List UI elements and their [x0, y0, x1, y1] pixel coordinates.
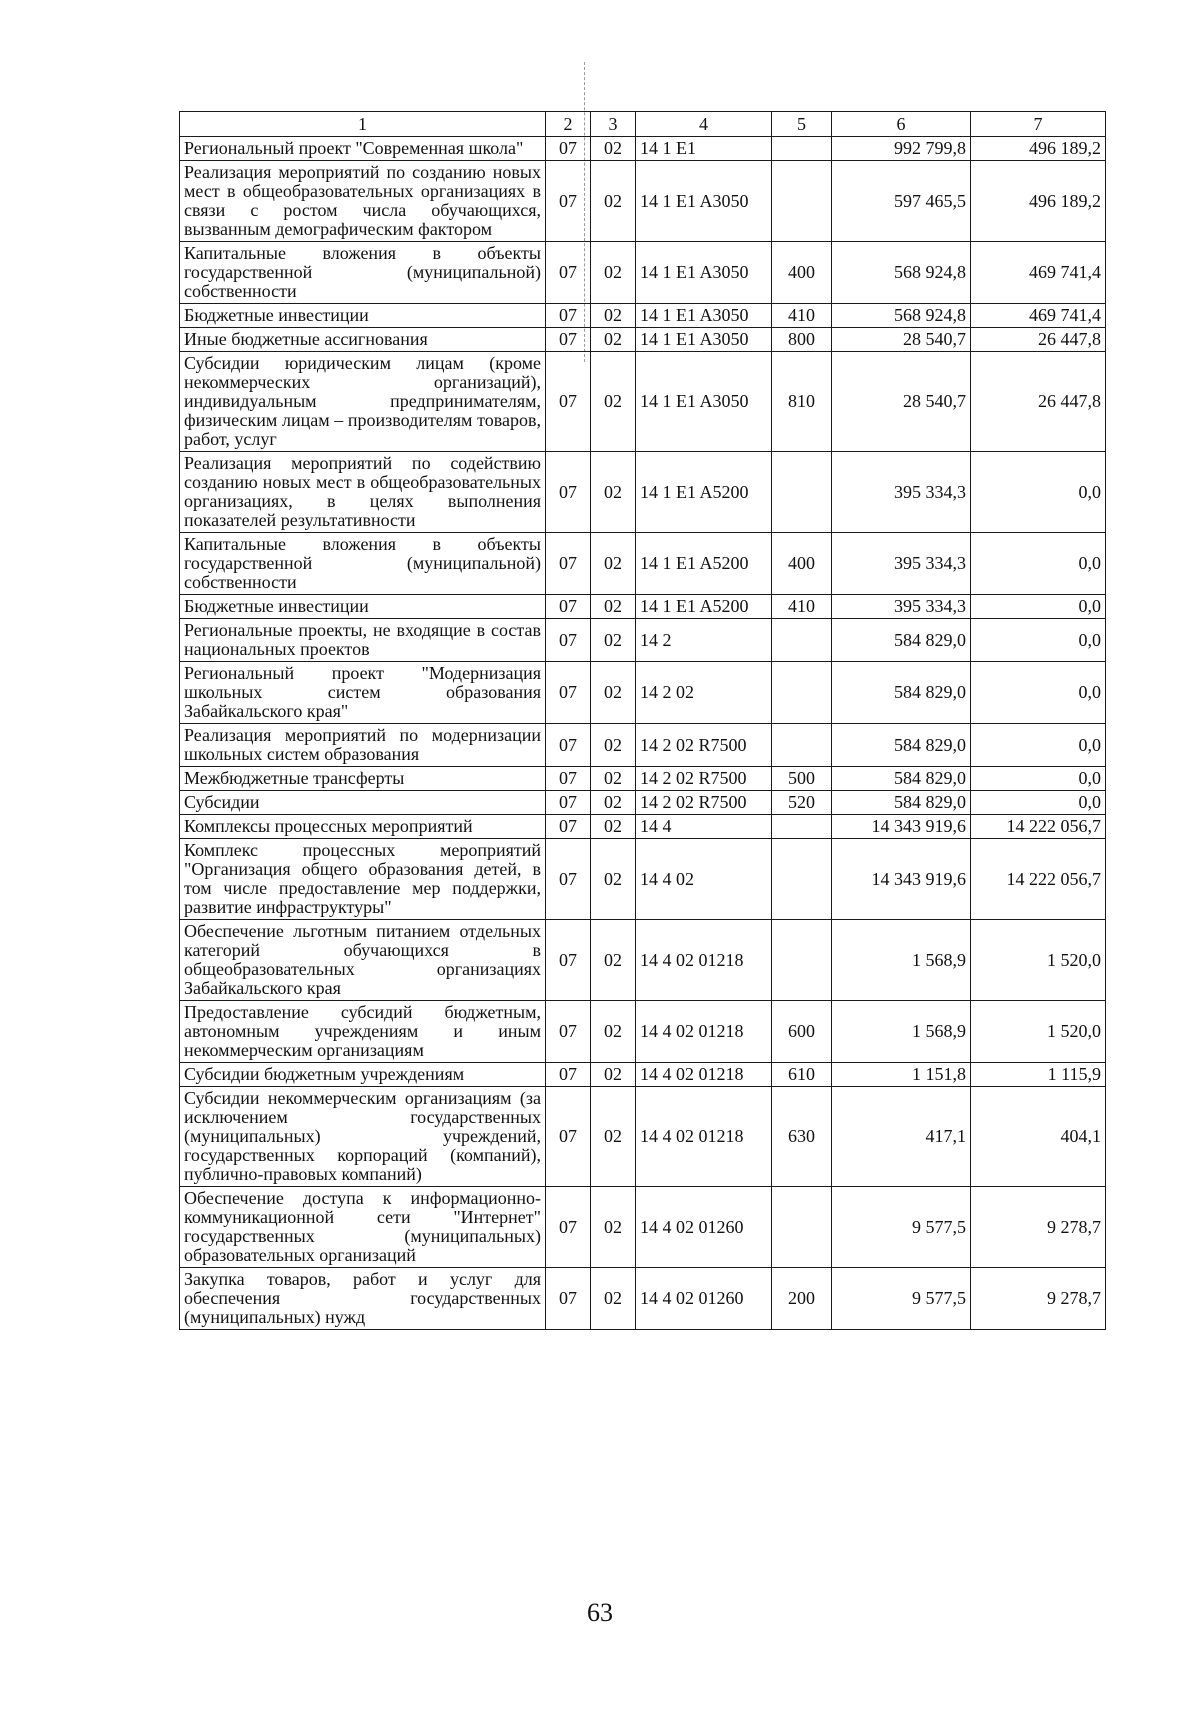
row-amount-1-cell: 992 799,8	[832, 137, 971, 161]
row-subsection-cell: 02	[591, 767, 636, 791]
row-amount-2-cell: 469 741,4	[971, 242, 1106, 304]
row-subsection-cell: 02	[591, 619, 636, 662]
row-amount-1-cell: 1 568,9	[832, 1001, 971, 1063]
header-row	[180, 112, 1106, 137]
row-expense-type-cell: 800	[772, 328, 832, 352]
row-amount-1-cell: 395 334,3	[832, 533, 971, 595]
row-subsection-cell: 02	[591, 595, 636, 619]
row-amount-1-cell: 395 334,3	[832, 452, 971, 533]
row-amount-2-cell: 0,0	[971, 724, 1106, 767]
row-name-cell: Региональные проекты, не входящие в состав национальных проектов	[180, 619, 546, 662]
row-section-cell: 07	[546, 161, 591, 242]
row-expense-type-cell	[772, 724, 832, 767]
table-row	[180, 1187, 1106, 1268]
row-target-code-cell: 14 4 02 01218	[636, 1063, 772, 1087]
table-row	[180, 791, 1106, 815]
row-amount-2-cell: 496 189,2	[971, 137, 1106, 161]
row-amount-1-cell: 584 829,0	[832, 767, 971, 791]
row-name-cell: Субсидии	[180, 791, 546, 815]
row-amount-2-cell: 404,1	[971, 1087, 1106, 1187]
table-row	[180, 920, 1106, 1001]
row-section-cell: 07	[546, 1268, 591, 1330]
row-name-cell: Закупка товаров, работ и услуг для обеспечения государственных (муниципальных) нужд	[180, 1268, 546, 1330]
row-amount-2-cell: 1 115,9	[971, 1063, 1106, 1087]
table-row	[180, 533, 1106, 595]
row-expense-type-cell	[772, 137, 832, 161]
row-section-cell: 07	[546, 619, 591, 662]
row-subsection-cell: 02	[591, 839, 636, 920]
row-name-cell: Комплекс процессных мероприятий "Организация общего образования детей, в том числе предоставление мер поддержки, развитие инфраструктуры"	[180, 839, 546, 920]
row-expense-type-cell: 400	[772, 533, 832, 595]
row-target-code-cell: 14 1 E1 A3050	[636, 161, 772, 242]
row-target-code-cell: 14 4 02	[636, 839, 772, 920]
row-name-cell: Региональный проект "Современная школа"	[180, 137, 546, 161]
table-row	[180, 137, 1106, 161]
row-section-cell: 07	[546, 815, 591, 839]
row-amount-1-cell: 28 540,7	[832, 328, 971, 352]
row-amount-2-cell: 469 741,4	[971, 304, 1106, 328]
row-subsection-cell: 02	[591, 533, 636, 595]
row-target-code-cell: 14 1 E1 A3050	[636, 328, 772, 352]
row-target-code-cell: 14 2 02 R7500	[636, 724, 772, 767]
row-subsection-cell: 02	[591, 1087, 636, 1187]
row-section-cell: 07	[546, 304, 591, 328]
row-target-code-cell: 14 2 02 R7500	[636, 767, 772, 791]
row-target-code-cell: 14 4 02 01260	[636, 1268, 772, 1330]
row-expense-type-cell: 600	[772, 1001, 832, 1063]
row-section-cell: 07	[546, 1063, 591, 1087]
row-expense-type-cell: 610	[772, 1063, 832, 1087]
table-row	[180, 839, 1106, 920]
table-row	[180, 242, 1106, 304]
row-name-cell: Субсидии бюджетным учреждениям	[180, 1063, 546, 1087]
row-expense-type-cell: 400	[772, 242, 832, 304]
row-section-cell: 07	[546, 1187, 591, 1268]
row-name-cell: Субсидии юридическим лицам (кроме некоммерческих организаций), индивидуальным предпринимателям, физическим лицам – производителям товаров, работ, услуг	[180, 352, 546, 452]
row-name-cell: Бюджетные инвестиции	[180, 595, 546, 619]
row-section-cell: 07	[546, 767, 591, 791]
row-section-cell: 07	[546, 595, 591, 619]
row-section-cell: 07	[546, 1001, 591, 1063]
row-subsection-cell: 02	[591, 1001, 636, 1063]
row-amount-1-cell: 14 343 919,6	[832, 815, 971, 839]
table-row	[180, 767, 1106, 791]
table-header	[180, 112, 1106, 137]
row-name-cell: Комплексы процессных мероприятий	[180, 815, 546, 839]
row-target-code-cell: 14 2	[636, 619, 772, 662]
row-target-code-cell: 14 4	[636, 815, 772, 839]
row-name-cell: Обеспечение льготным питанием отдельных категорий обучающихся в общеобразовательных организациях Забайкальского края	[180, 920, 546, 1001]
row-section-cell: 07	[546, 328, 591, 352]
row-subsection-cell: 02	[591, 304, 636, 328]
table-row	[180, 595, 1106, 619]
row-target-code-cell: 14 2 02 R7500	[636, 791, 772, 815]
row-expense-type-cell	[772, 662, 832, 724]
row-name-cell: Иные бюджетные ассигнования	[180, 328, 546, 352]
table-row	[180, 1087, 1106, 1187]
row-expense-type-cell: 410	[772, 595, 832, 619]
row-target-code-cell: 14 1 E1 A3050	[636, 242, 772, 304]
row-target-code-cell: 14 1 E1 A3050	[636, 304, 772, 328]
row-amount-1-cell: 9 577,5	[832, 1268, 971, 1330]
row-amount-1-cell: 584 829,0	[832, 662, 971, 724]
row-amount-2-cell: 0,0	[971, 791, 1106, 815]
row-expense-type-cell: 630	[772, 1087, 832, 1187]
row-subsection-cell: 02	[591, 662, 636, 724]
row-subsection-cell: 02	[591, 724, 636, 767]
row-name-cell: Межбюджетные трансферты	[180, 767, 546, 791]
row-target-code-cell: 14 4 02 01218	[636, 1001, 772, 1063]
row-subsection-cell: 02	[591, 161, 636, 242]
row-subsection-cell: 02	[591, 328, 636, 352]
row-expense-type-cell	[772, 920, 832, 1001]
row-amount-2-cell: 14 222 056,7	[971, 839, 1106, 920]
row-section-cell: 07	[546, 452, 591, 533]
row-target-code-cell: 14 1 E1	[636, 137, 772, 161]
row-section-cell: 07	[546, 791, 591, 815]
table-row	[180, 662, 1106, 724]
row-section-cell: 07	[546, 352, 591, 452]
table-row	[180, 304, 1106, 328]
page-number: 63	[587, 1598, 613, 1627]
row-subsection-cell: 02	[591, 815, 636, 839]
row-amount-1-cell: 395 334,3	[832, 595, 971, 619]
row-subsection-cell: 02	[591, 791, 636, 815]
table-row	[180, 161, 1106, 242]
row-name-cell: Бюджетные инвестиции	[180, 304, 546, 328]
table-row	[180, 328, 1106, 352]
row-subsection-cell: 02	[591, 1187, 636, 1268]
row-section-cell: 07	[546, 242, 591, 304]
row-amount-2-cell: 1 520,0	[971, 1001, 1106, 1063]
table-body	[180, 137, 1106, 1330]
row-expense-type-cell	[772, 452, 832, 533]
row-subsection-cell: 02	[591, 137, 636, 161]
row-section-cell: 07	[546, 533, 591, 595]
row-amount-1-cell: 568 924,8	[832, 304, 971, 328]
row-amount-2-cell: 0,0	[971, 533, 1106, 595]
table-row	[180, 1063, 1106, 1087]
header-col-4: 4	[636, 112, 772, 137]
row-amount-2-cell: 0,0	[971, 595, 1106, 619]
header-col-5: 5	[772, 112, 832, 137]
header-col-6: 6	[832, 112, 971, 137]
row-amount-2-cell: 26 447,8	[971, 328, 1106, 352]
row-amount-2-cell: 1 520,0	[971, 920, 1106, 1001]
row-expense-type-cell: 410	[772, 304, 832, 328]
row-target-code-cell: 14 1 E1 A5200	[636, 595, 772, 619]
row-target-code-cell: 14 4 02 01260	[636, 1187, 772, 1268]
row-section-cell: 07	[546, 839, 591, 920]
row-name-cell: Реализация мероприятий по созданию новых мест в общеобразовательных организациях в связи с ростом числа обучающихся, вызванным демографическим фактором	[180, 161, 546, 242]
row-target-code-cell: 14 1 E1 A3050	[636, 352, 772, 452]
row-expense-type-cell	[772, 619, 832, 662]
row-amount-2-cell: 14 222 056,7	[971, 815, 1106, 839]
header-col-2: 2	[546, 112, 591, 137]
row-expense-type-cell: 520	[772, 791, 832, 815]
row-subsection-cell: 02	[591, 1268, 636, 1330]
row-target-code-cell: 14 1 E1 A5200	[636, 533, 772, 595]
row-section-cell: 07	[546, 724, 591, 767]
row-expense-type-cell	[772, 161, 832, 242]
header-col-1: 1	[180, 112, 546, 137]
row-name-cell: Региональный проект "Модернизация школьных систем образования Забайкальского края"	[180, 662, 546, 724]
row-name-cell: Обеспечение доступа к информационно-коммуникационной сети "Интернет" государственных (муниципальных) образовательных организаций	[180, 1187, 546, 1268]
row-name-cell: Капитальные вложения в объекты государственной (муниципальной) собственности	[180, 242, 546, 304]
row-amount-2-cell: 9 278,7	[971, 1187, 1106, 1268]
row-subsection-cell: 02	[591, 1063, 636, 1087]
row-name-cell: Субсидии некоммерческим организациям (за исключением государственных (муниципальных) учреждений, государственных корпораций (компаний), публично-правовых компаний)	[180, 1087, 546, 1187]
row-section-cell: 07	[546, 920, 591, 1001]
row-amount-1-cell: 9 577,5	[832, 1187, 971, 1268]
row-amount-2-cell: 496 189,2	[971, 161, 1106, 242]
row-subsection-cell: 02	[591, 920, 636, 1001]
row-amount-1-cell: 417,1	[832, 1087, 971, 1187]
row-amount-1-cell: 14 343 919,6	[832, 839, 971, 920]
row-name-cell: Капитальные вложения в объекты государственной (муниципальной) собственности	[180, 533, 546, 595]
row-expense-type-cell	[772, 839, 832, 920]
row-amount-2-cell: 0,0	[971, 452, 1106, 533]
row-expense-type-cell: 200	[772, 1268, 832, 1330]
row-amount-1-cell: 584 829,0	[832, 791, 971, 815]
row-amount-2-cell: 0,0	[971, 619, 1106, 662]
row-name-cell: Реализация мероприятий по модернизации школьных систем образования	[180, 724, 546, 767]
row-target-code-cell: 14 2 02	[636, 662, 772, 724]
row-expense-type-cell	[772, 1187, 832, 1268]
table-row	[180, 619, 1106, 662]
row-amount-2-cell: 9 278,7	[971, 1268, 1106, 1330]
table-row	[180, 815, 1106, 839]
row-name-cell: Предоставление субсидий бюджетным, автономным учреждениям и иным некоммерческим организациям	[180, 1001, 546, 1063]
table-row	[180, 724, 1106, 767]
row-amount-1-cell: 584 829,0	[832, 619, 971, 662]
row-expense-type-cell: 810	[772, 352, 832, 452]
header-col-3: 3	[591, 112, 636, 137]
row-amount-1-cell: 568 924,8	[832, 242, 971, 304]
row-subsection-cell: 02	[591, 352, 636, 452]
row-subsection-cell: 02	[591, 242, 636, 304]
row-amount-1-cell: 584 829,0	[832, 724, 971, 767]
row-expense-type-cell	[772, 815, 832, 839]
row-subsection-cell: 02	[591, 452, 636, 533]
table-row	[180, 1001, 1106, 1063]
budget-table	[179, 111, 1106, 1330]
row-section-cell: 07	[546, 1087, 591, 1187]
table-row	[180, 1268, 1106, 1330]
table-row	[180, 352, 1106, 452]
row-section-cell: 07	[546, 137, 591, 161]
row-expense-type-cell: 500	[772, 767, 832, 791]
row-target-code-cell: 14 4 02 01218	[636, 920, 772, 1001]
row-amount-2-cell: 0,0	[971, 662, 1106, 724]
row-amount-1-cell: 1 568,9	[832, 920, 971, 1001]
row-target-code-cell: 14 4 02 01218	[636, 1087, 772, 1187]
row-amount-1-cell: 597 465,5	[832, 161, 971, 242]
row-section-cell: 07	[546, 662, 591, 724]
row-amount-2-cell: 26 447,8	[971, 352, 1106, 452]
row-amount-1-cell: 28 540,7	[832, 352, 971, 452]
row-amount-2-cell: 0,0	[971, 767, 1106, 791]
row-name-cell: Реализация мероприятий по содействию созданию новых мест в общеобразовательных организациях, в целях выполнения показателей результативности	[180, 452, 546, 533]
row-target-code-cell: 14 1 E1 A5200	[636, 452, 772, 533]
row-amount-1-cell: 1 151,8	[832, 1063, 971, 1087]
table-row	[180, 452, 1106, 533]
header-col-7: 7	[971, 112, 1106, 137]
